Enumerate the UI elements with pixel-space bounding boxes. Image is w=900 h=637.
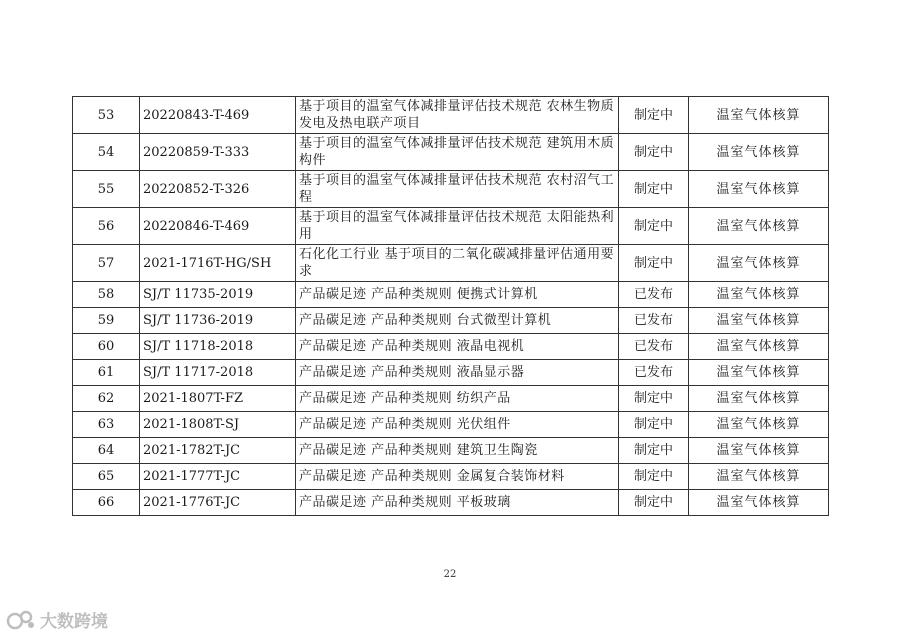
standard-category: 温室气体核算 [689, 97, 829, 134]
table-row [73, 490, 829, 516]
standard-status: 已发布 [619, 308, 689, 334]
row-number: 64 [73, 438, 140, 464]
standard-category: 温室气体核算 [689, 171, 829, 208]
standard-category: 温室气体核算 [689, 334, 829, 360]
row-number: 59 [73, 308, 140, 334]
standard-category: 温室气体核算 [689, 208, 829, 245]
standard-category: 温室气体核算 [689, 438, 829, 464]
standard-code: 20220843-T-469 [140, 97, 296, 134]
standard-code: 20220859-T-333 [140, 134, 296, 171]
row-number: 54 [73, 134, 140, 171]
standard-name: 基于项目的温室气体减排量评估技术规范 太阳能热利用 [296, 208, 619, 245]
standard-code: 2021-1807T-FZ [140, 386, 296, 412]
standard-name: 产品碳足迹 产品种类规则 台式微型计算机 [296, 308, 619, 334]
row-number: 58 [73, 282, 140, 308]
table-row [73, 245, 829, 282]
standard-status: 已发布 [619, 360, 689, 386]
standard-name: 基于项目的温室气体减排量评估技术规范 农林生物质发电及热电联产项目 [296, 97, 619, 134]
standard-status: 已发布 [619, 334, 689, 360]
table-row [73, 360, 829, 386]
standard-category: 温室气体核算 [689, 464, 829, 490]
table-row [73, 208, 829, 245]
table-row [73, 464, 829, 490]
brand-logo-icon [6, 608, 36, 632]
table-row [73, 412, 829, 438]
row-number: 57 [73, 245, 140, 282]
standard-code: 2021-1808T-SJ [140, 412, 296, 438]
row-number: 55 [73, 171, 140, 208]
table-row [73, 171, 829, 208]
row-number: 53 [73, 97, 140, 134]
table-row [73, 282, 829, 308]
standard-code: SJ/T 11718-2018 [140, 334, 296, 360]
standard-code: 2021-1777T-JC [140, 464, 296, 490]
page-number: 22 [443, 569, 457, 580]
standard-status: 制定中 [619, 464, 689, 490]
row-number: 63 [73, 412, 140, 438]
standard-status: 制定中 [619, 438, 689, 464]
standard-name: 产品碳足迹 产品种类规则 建筑卫生陶瓷 [296, 438, 619, 464]
row-number: 65 [73, 464, 140, 490]
standard-name: 产品碳足迹 产品种类规则 金属复合装饰材料 [296, 464, 619, 490]
standard-category: 温室气体核算 [689, 412, 829, 438]
standard-category: 温室气体核算 [689, 245, 829, 282]
standard-name: 基于项目的温室气体减排量评估技术规范 农村沼气工程 [296, 171, 619, 208]
standard-category: 温室气体核算 [689, 134, 829, 171]
standard-code: SJ/T 11736-2019 [140, 308, 296, 334]
standard-status: 制定中 [619, 245, 689, 282]
standard-status: 制定中 [619, 208, 689, 245]
watermark-text: 大数跨境 [40, 612, 108, 632]
standard-status: 制定中 [619, 490, 689, 516]
standard-code: 20220846-T-469 [140, 208, 296, 245]
table-row [73, 308, 829, 334]
standard-status: 制定中 [619, 412, 689, 438]
standard-name: 产品碳足迹 产品种类规则 液晶电视机 [296, 334, 619, 360]
standard-code: 20220852-T-326 [140, 171, 296, 208]
standard-name: 产品碳足迹 产品种类规则 光伏组件 [296, 412, 619, 438]
standard-status: 制定中 [619, 97, 689, 134]
table-row [73, 386, 829, 412]
standard-category: 温室气体核算 [689, 360, 829, 386]
row-number: 60 [73, 334, 140, 360]
standard-code: 2021-1776T-JC [140, 490, 296, 516]
table-row [73, 334, 829, 360]
table-row [73, 97, 829, 134]
standard-code: SJ/T 11735-2019 [140, 282, 296, 308]
standard-category: 温室气体核算 [689, 386, 829, 412]
standard-code: SJ/T 11717-2018 [140, 360, 296, 386]
standard-status: 制定中 [619, 171, 689, 208]
standards-table-body [73, 97, 829, 516]
standard-code: 2021-1716T-HG/SH [140, 245, 296, 282]
row-number: 61 [73, 360, 140, 386]
standards-table [72, 96, 829, 516]
standard-name: 产品碳足迹 产品种类规则 纺织产品 [296, 386, 619, 412]
standard-category: 温室气体核算 [689, 282, 829, 308]
standard-status: 制定中 [619, 134, 689, 171]
standard-name: 产品碳足迹 产品种类规则 平板玻璃 [296, 490, 619, 516]
standard-status: 制定中 [619, 386, 689, 412]
standard-name: 产品碳足迹 产品种类规则 液晶显示器 [296, 360, 619, 386]
row-number: 56 [73, 208, 140, 245]
standard-status: 已发布 [619, 282, 689, 308]
standard-name: 产品碳足迹 产品种类规则 便携式计算机 [296, 282, 619, 308]
standard-code: 2021-1782T-JC [140, 438, 296, 464]
watermark [6, 607, 108, 632]
table-row [73, 134, 829, 171]
standard-name: 石化化工行业 基于项目的二氧化碳减排量评估通用要求 [296, 245, 619, 282]
standard-name: 基于项目的温室气体减排量评估技术规范 建筑用木质构件 [296, 134, 619, 171]
row-number: 66 [73, 490, 140, 516]
standard-category: 温室气体核算 [689, 490, 829, 516]
table-row [73, 438, 829, 464]
standard-category: 温室气体核算 [689, 308, 829, 334]
row-number: 62 [73, 386, 140, 412]
